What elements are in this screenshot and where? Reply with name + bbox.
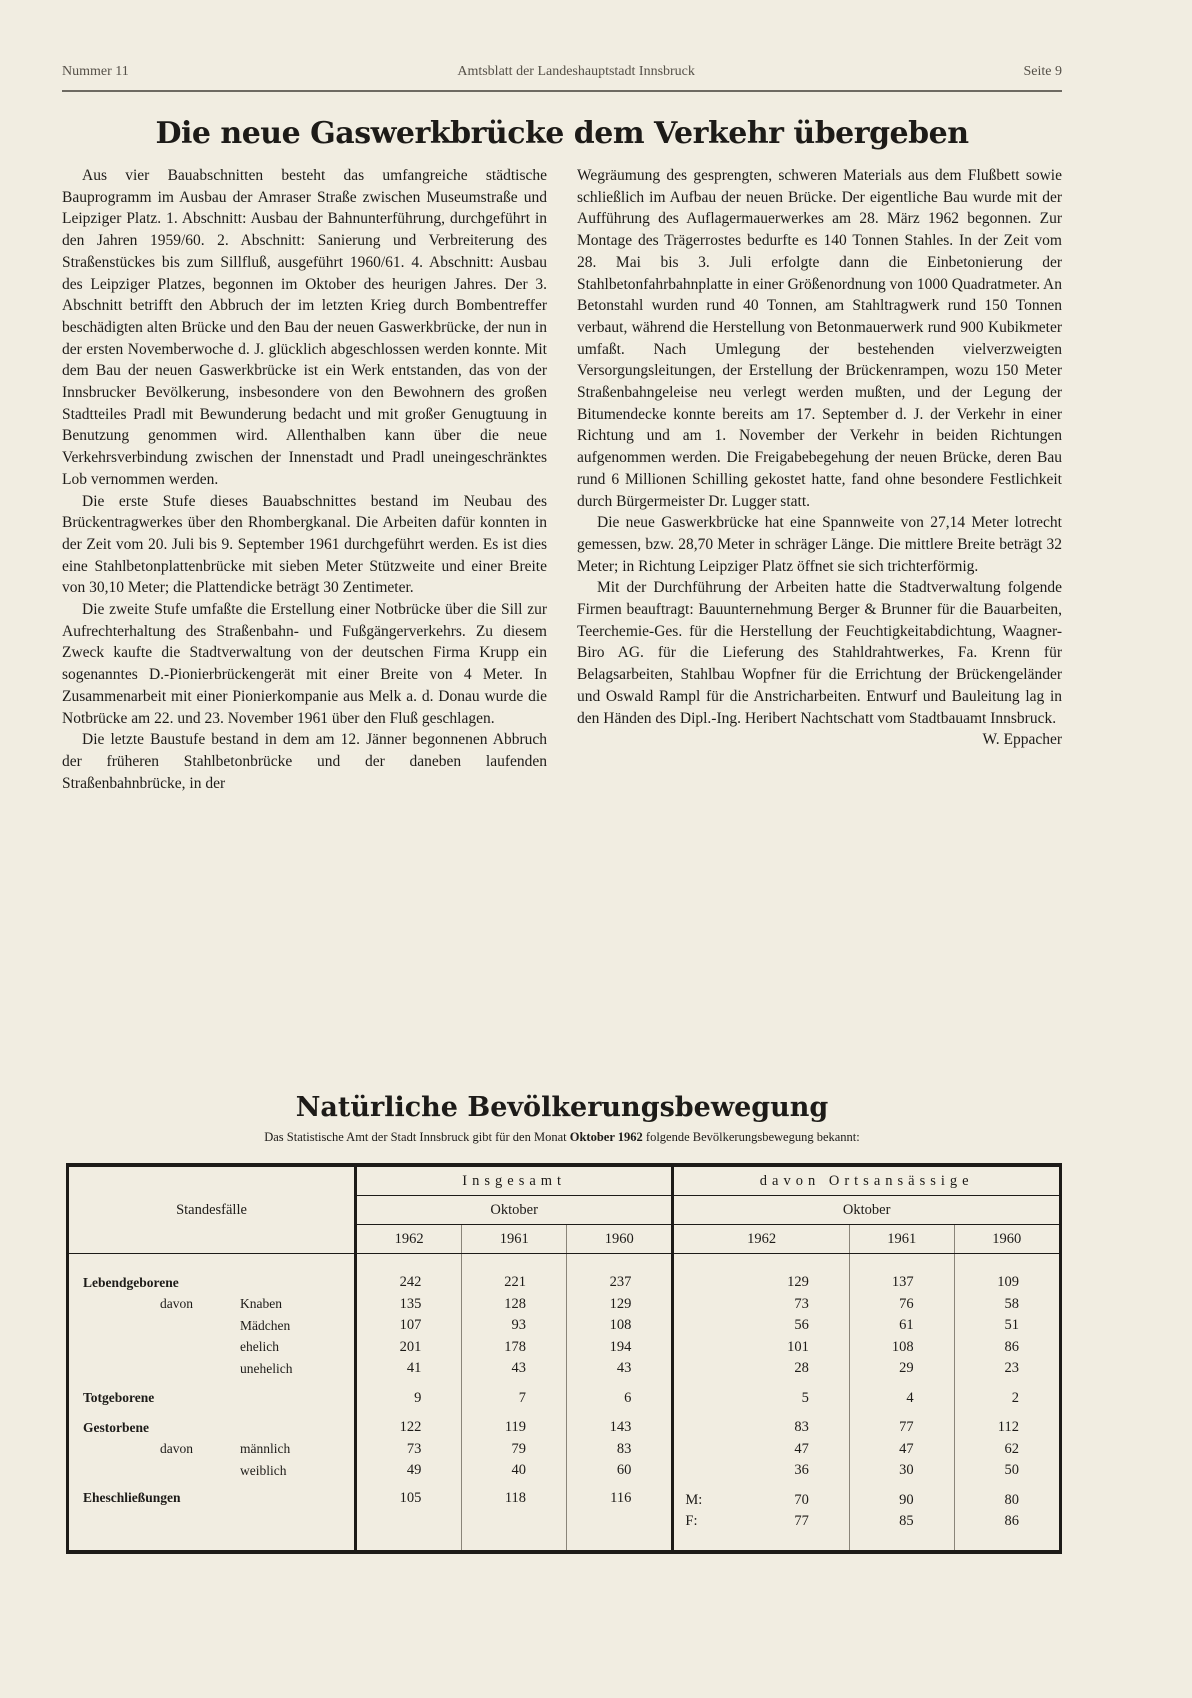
total-value-cell: 119	[462, 1409, 567, 1439]
total-value-cell: 118	[462, 1482, 567, 1552]
sex-label: F:	[685, 1512, 698, 1529]
table-row	[68, 1460, 1061, 1482]
total-value-cell: 7	[462, 1380, 567, 1410]
paragraph: Die letzte Baustufe bestand in dem am 12. Jänner begonnenen Abbruch der früheren Stahlbetonbrücke und der daneben laufenden Straßenbahnbrücke, in der	[62, 731, 547, 792]
paragraph: Die erste Stufe dieses Bauabschnittes bestand im Neubau des Brückentragwerkes über den Rhombergkanal. Die Arbeiten dafür konnten in der Zeit vom 20. Juli bis 9. September 1961 durchgeführt werden. Es ist dies eine Stahlbetonplattenbrücke mit sieben Meter Stützweite und einer Breite von 30,10 Meter; die Plattendicke beträgt 30 Zentimeter.	[62, 492, 547, 597]
davon-label: davon	[160, 1441, 193, 1457]
table-row	[68, 1439, 1061, 1461]
subtitle-pre: Das Statistische Amt der Stadt Innsbruck gibt für den Monat	[264, 1130, 567, 1144]
total-value-cell: 60	[567, 1460, 673, 1482]
row-label: Lebendgeborene	[83, 1274, 179, 1290]
marriage-value: 80	[1004, 1491, 1019, 1508]
local-value-cell: 109	[954, 1254, 1060, 1294]
page-number: Seite 9	[1023, 64, 1062, 79]
local-value-cell: 47	[673, 1439, 850, 1461]
sublabel-text: männlich	[240, 1441, 291, 1457]
total-value-cell: 9	[356, 1380, 462, 1410]
total-value-cell: 108	[567, 1315, 673, 1337]
paragraph: Wegräumung des gesprengten, schweren Materials aus dem Flußbett sowie schließlich im Aufbau der neuen Brücke. Der eigentliche Bau wurde mit der Aufführung des Auflagermauerwerkes am 28. März 1962 begonnen. Zur Montage des Trägerrostes bedurfte es 140 Tonnen Stahles. In der Zeit vom 28. Mai bis 3. Juli erfolgte dann die Einbetonierung der Stahlbetonfahrbahnplatte in einer Größenordnung von 1000 Quadratmeter. An Betonstahl wurden rund 40 Tonnen, am Stahltragwerk rund 150 Tonnen verbaut, während die Herstellung von Betonmauerwerk rund 900 Kubikmeter umfaßt. Nach Umlegung der bestehenden vielverzweigten Versorgungsleitungen, der Erstellung der Brückenrampen, wozu 150 Meter Straßenbahngeleise neu verlegt werden mußten, und der Legung der Bitumendecke konnte bereits am 17. September d. J. der Verkehr in einer Richtung und am 1. November der Verkehr in beiden Richtungen aufgenommen werden. Die Freigabebegehung der neuen Brücke, deren Bau rund 6 Millionen Schilling gekostet hatte, fand ohne besondere Festlichkeit durch Bürgermeister Dr. Lugger statt.	[577, 167, 1062, 510]
local-value-cell	[673, 1482, 850, 1552]
section-title: Natürliche Bevölkerungsbewegung	[295, 1092, 829, 1123]
sublabel-text: weiblich	[240, 1462, 287, 1478]
paragraph: Die zweite Stufe umfaßte die Erstellung einer Notbrücke über die Sill zur Aufrechterhaltung des Straßenbahn- und Fußgängerverkehrs. Zu diesem Zweck kaufte die Stadtverwaltung von der deutschen Firma Krupp ein sogenanntes D.-Pionierbrückengerät mit einer Breite von 4 Meter. In Zusammenarbeit mit einer Pionierkompanie aus Melk a. d. Donau wurde die Notbrücke am 22. und 23. November 1961 über den Fluß geschlagen.	[62, 601, 547, 727]
local-value-cell: 86	[954, 1337, 1060, 1359]
local-value-cell: 5	[673, 1380, 850, 1410]
paragraph: Aus vier Bauabschnitten besteht das umfangreiche städtische Bauprogramm im Ausbau der Amraser Straße zwischen Museumstraße und Leipziger Platz. 1. Abschnitt: Ausbau der Bahnunterführung, durchgeführt in den Jahren 1959/60. 2. Abschnitt: Sanierung und Verbreiterung des Straßenstückes bis zum Sillfluß, ausgeführt 1960/61. 4. Abschnitt: Ausbau des Leipziger Platzes, begonnen im Oktober des heurigen Jahres. Der 3. Abschnitt betrifft den Abbruch der im letzten Krieg durch Bombentreffer beschädigten alten Brücke und den Bau der neuen Gaswerkbrücke, der nun in der ersten Novemberwoche d. J. glücklich abgeschlossen werden konnte. Mit dem Bau der neuen Gaswerkbrücke ist ein Werk entstanden, das von der Innsbrucker Bevölkerung, insbesondere von den Bewohnern des großen Stadtteiles Pradl mit Bewunderung bedacht und mit großer Genugtuung in Benutzung genommen wird. Allenthalben kann über die neue Verkehrsverbindung zwischen der Innenstadt und Pradl uneingeschränktes Lob vernommen werden.	[62, 167, 547, 488]
local-value-cell: 23	[954, 1358, 1060, 1380]
total-value-cell: 143	[567, 1409, 673, 1439]
header-standesfaelle: Standesfälle	[68, 1165, 356, 1254]
total-value-cell: 128	[462, 1294, 567, 1316]
total-value-cell: 40	[462, 1460, 567, 1482]
local-value-cell: 137	[849, 1254, 954, 1294]
local-value-cell: 28	[673, 1358, 850, 1380]
header-group-total: Insgesamt	[356, 1165, 673, 1196]
table-row	[68, 1409, 1061, 1439]
local-value-cell: 36	[673, 1460, 850, 1482]
local-value-cell: 51	[954, 1315, 1060, 1337]
total-value-cell: 129	[567, 1294, 673, 1316]
total-value-cell: 242	[356, 1254, 462, 1294]
paragraph: Mit der Durchführung der Arbeiten hatte die Stadtverwaltung folgende Firmen beauftragt: Bauunternehmung Berger & Brunner für die Bauarbeiten, Teerchemie-Ges. für die Herstellung der Feuchtigkeitabdichtung, Waagner-Biro AG. für die Lieferung des Stahldrahtwerkes, Fa. Krenn für Belagsarbeiten, Stahlbau Wopfner für die Errichtung der Brückengeländer und Oswald Rampl für die Anstricharbeiten. Entwurf und Bauleitung lag in den Händen des Dipl.-Ing. Heribert Nachtschatt vom Stadtbauamt Innsbruck.	[577, 579, 1062, 727]
local-value-cell: 62	[954, 1439, 1060, 1461]
total-value-cell: 41	[356, 1358, 462, 1380]
marriage-value: 77	[794, 1512, 809, 1529]
header-month-local: Oktober	[673, 1196, 1061, 1225]
article-title: Die neue Gaswerkbrücke dem Verkehr übergeben	[155, 116, 969, 151]
local-value-cell: 29	[849, 1358, 954, 1380]
total-value-cell: 116	[567, 1482, 673, 1552]
paragraph: Die neue Gaswerkbrücke hat eine Spannweite von 27,14 Meter lotrecht gemessen, bzw. 28,70 Meter in schräger Länge. Die mittlere Breite beträgt 32 Meter; in Richtung Leipziger Platz öffnet sie sich trichterförmig.	[577, 514, 1062, 575]
table-row	[68, 1380, 1061, 1410]
local-value-cell: 108	[849, 1337, 954, 1359]
total-value-cell: 135	[356, 1294, 462, 1316]
header-year: 1960	[567, 1225, 673, 1254]
running-head	[62, 64, 1062, 80]
marriage-m-line	[851, 1490, 914, 1511]
total-value-cell: 201	[356, 1337, 462, 1359]
left-column	[62, 165, 547, 794]
local-value-cell: 76	[849, 1294, 954, 1316]
header-month-total: Oktober	[356, 1196, 673, 1225]
sublabel-text: Knaben	[240, 1296, 282, 1312]
local-value-cell: 73	[673, 1294, 850, 1316]
row-sublabel	[68, 1337, 356, 1359]
local-value-cell: 112	[954, 1409, 1060, 1439]
total-value-cell: 49	[356, 1460, 462, 1482]
sublabel-text: unehelich	[240, 1360, 293, 1376]
total-value-cell: 221	[462, 1254, 567, 1294]
row-label: Totgeborene	[83, 1390, 155, 1406]
marriage-m-line	[675, 1490, 809, 1511]
header-group-local: davon Ortsansässige	[673, 1165, 1061, 1196]
table-row	[68, 1254, 1061, 1294]
header-year: 1961	[849, 1225, 954, 1254]
total-value-cell: 194	[567, 1337, 673, 1359]
header-year: 1962	[673, 1225, 850, 1254]
total-value-cell: 93	[462, 1315, 567, 1337]
davon-label: davon	[160, 1296, 193, 1312]
total-value-cell: 43	[567, 1358, 673, 1380]
local-value-cell: 50	[954, 1460, 1060, 1482]
table-row	[68, 1358, 1061, 1380]
local-value-cell: 61	[849, 1315, 954, 1337]
local-value-cell: 101	[673, 1337, 850, 1359]
row-label: Gestorbene	[83, 1419, 149, 1435]
total-value-cell: 178	[462, 1337, 567, 1359]
row-sublabel	[68, 1358, 356, 1380]
marriage-m-line	[956, 1490, 1019, 1511]
local-value-cell: 77	[849, 1409, 954, 1439]
total-value-cell: 79	[462, 1439, 567, 1461]
sublabel-text: Mädchen	[240, 1317, 291, 1333]
marriage-f-line	[675, 1511, 809, 1532]
row-sublabel	[68, 1315, 356, 1337]
header-year: 1962	[356, 1225, 462, 1254]
total-value-cell: 105	[356, 1482, 462, 1552]
sublabel-text: ehelich	[240, 1339, 279, 1355]
sex-label: M:	[685, 1491, 703, 1508]
local-value-cell: 2	[954, 1380, 1060, 1410]
local-value-cell: 30	[849, 1460, 954, 1482]
total-value-cell: 43	[462, 1358, 567, 1380]
right-column	[577, 165, 1062, 794]
population-table	[66, 1163, 1062, 1554]
total-value-cell: 107	[356, 1315, 462, 1337]
subtitle-post: folgende Bevölkerungsbewegung bekannt:	[645, 1130, 860, 1144]
local-value-cell: 4	[849, 1380, 954, 1410]
total-value-cell: 6	[567, 1380, 673, 1410]
section-subtitle	[62, 1130, 1062, 1145]
total-value-cell: 73	[356, 1439, 462, 1461]
table-row	[68, 1315, 1061, 1337]
header-year: 1961	[462, 1225, 567, 1254]
marriage-f-line	[956, 1511, 1019, 1532]
table-body	[68, 1254, 1061, 1552]
local-value-cell	[849, 1482, 954, 1552]
row-sublabel	[68, 1460, 356, 1482]
marriage-f-line	[851, 1511, 914, 1532]
row-label: Eheschließungen	[83, 1489, 181, 1505]
row-sublabel	[68, 1294, 356, 1316]
header-rule	[62, 90, 1062, 92]
issue-number: Nummer 11	[62, 64, 129, 79]
subtitle-month: Oktober 1962	[569, 1130, 643, 1144]
row-sublabel	[68, 1439, 356, 1461]
local-value-cell: 83	[673, 1409, 850, 1439]
marriage-value: 70	[794, 1491, 809, 1508]
local-value-cell	[954, 1482, 1060, 1552]
total-value-cell: 237	[567, 1254, 673, 1294]
local-value-cell: 129	[673, 1254, 850, 1294]
total-value-cell: 83	[567, 1439, 673, 1461]
table-row-marriages	[68, 1482, 1061, 1552]
header-year: 1960	[954, 1225, 1060, 1254]
local-value-cell: 56	[673, 1315, 850, 1337]
marriage-value: 90	[899, 1491, 914, 1508]
local-value-cell: 58	[954, 1294, 1060, 1316]
author-signature: W. Eppacher	[982, 731, 1062, 749]
marriage-value: 86	[1004, 1512, 1019, 1529]
table-row	[68, 1294, 1061, 1316]
article-body	[62, 165, 1062, 794]
publication-title: Amtsblatt der Landeshauptstadt Innsbruck	[457, 64, 695, 79]
local-value-cell: 47	[849, 1439, 954, 1461]
total-value-cell: 122	[356, 1409, 462, 1439]
table-row	[68, 1337, 1061, 1359]
marriage-value: 85	[899, 1512, 914, 1529]
